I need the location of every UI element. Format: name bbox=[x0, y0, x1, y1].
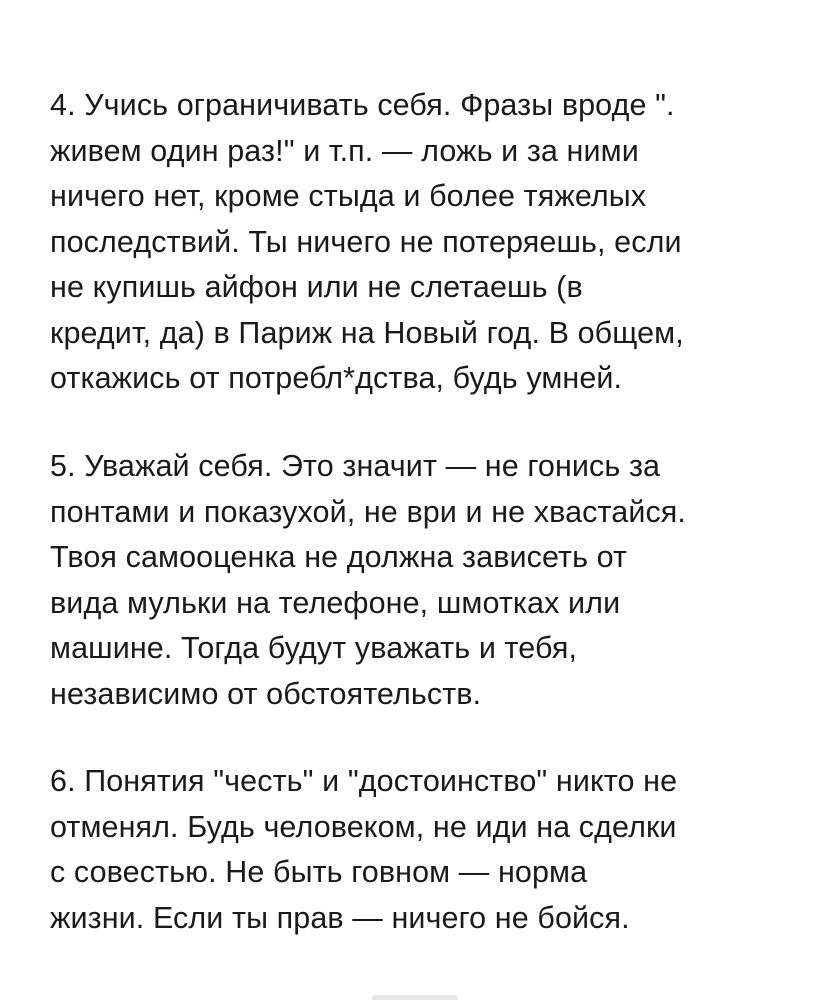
bottom-edge-mark bbox=[372, 995, 458, 1000]
paragraph-line: машине. Тогда будут уважать и тебя, bbox=[50, 631, 578, 665]
paragraph-line: 5. Уважай себя. Это значит — не гонись за bbox=[50, 449, 661, 483]
paragraph-line: кредит, да) в Париж на Новый год. В общем, bbox=[50, 315, 684, 350]
paragraph-line: отменял. Будь человеком, не иди на сделки bbox=[50, 809, 677, 844]
paragraph-line: понтами и показухой, не ври и не хвастайся. bbox=[50, 494, 686, 529]
paragraph-line: 6. Понятия "честь" и "достоинство" никто не bbox=[50, 764, 678, 798]
paragraph-line: 4. Учись ограничивать себя. Фразы вроде ". bbox=[50, 88, 675, 122]
paragraph-6 bbox=[50, 759, 810, 941]
paragraph-line: вида мульки на телефоне, шмотках или bbox=[50, 585, 621, 620]
paragraph-line: живем один раз!" и т.п. — ложь и за ними bbox=[50, 133, 639, 168]
paragraph-line: независимо от обстоятельств. bbox=[50, 676, 482, 711]
paragraph-5 bbox=[50, 444, 810, 717]
paragraph-line: ничего нет, кроме стыда и более тяжелых bbox=[50, 179, 647, 213]
paragraph-line: жизни. Если ты прав — ничего не бойся. bbox=[50, 900, 630, 935]
paragraph-line: последствий. Ты ничего не потеряешь, если bbox=[50, 224, 682, 259]
paragraph-line: Твоя самооценка не должна зависеть от bbox=[50, 540, 628, 574]
paragraph-line: не купишь айфон или не слетаешь (в bbox=[50, 270, 583, 304]
paragraph-line: с совестью. Не быть говном — норма bbox=[50, 855, 588, 889]
paragraph-line: откажись от потребл*дства, будь умней. bbox=[50, 361, 623, 395]
paragraph-4 bbox=[50, 83, 810, 402]
